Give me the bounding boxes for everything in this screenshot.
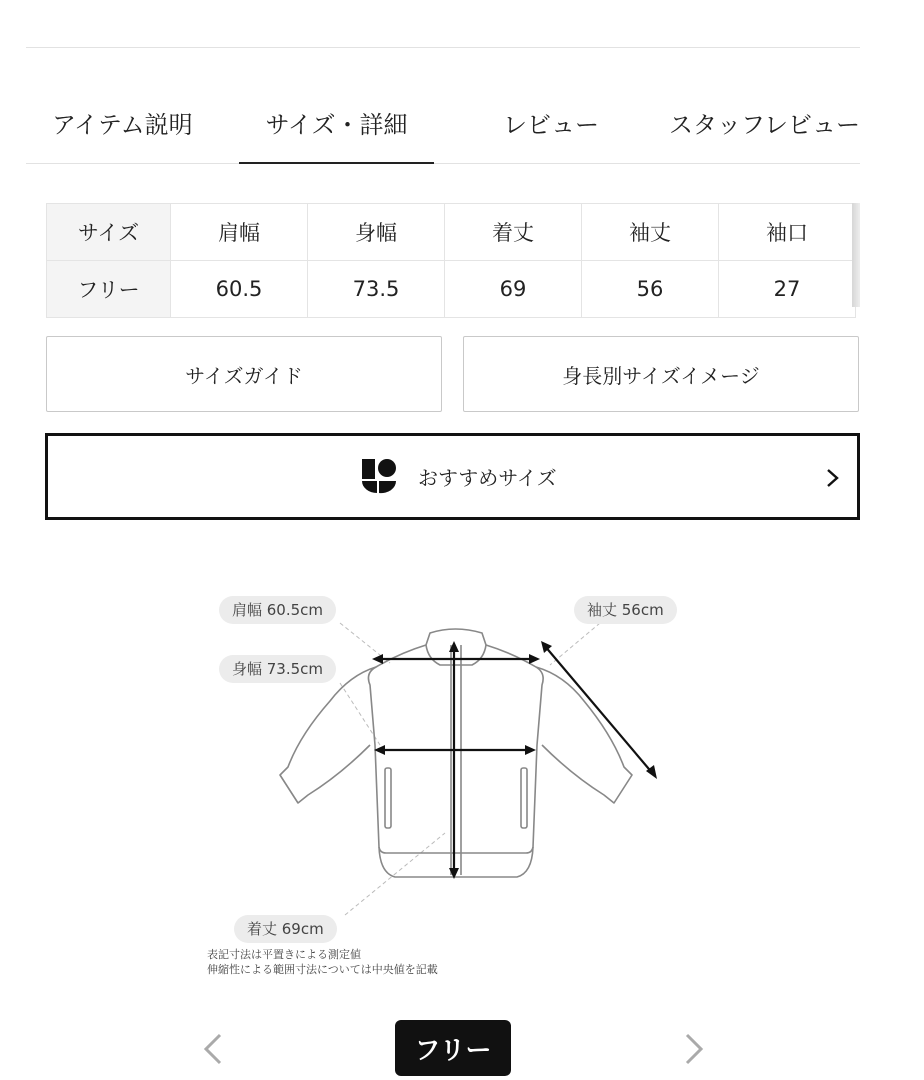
height-size-image-button[interactable]	[463, 336, 859, 412]
size-table-container[interactable]	[46, 203, 860, 319]
tab-size-details[interactable]: サイズ・詳細	[239, 92, 434, 164]
shoulder-width-label: 肩幅 60.5cm	[219, 596, 336, 624]
body-length-label: 着丈 69cm	[234, 915, 337, 943]
table-row	[47, 261, 856, 318]
tab-staff-reviews[interactable]: スタッフレビュー	[668, 111, 860, 139]
size-guide-label: サイズガイド	[185, 363, 303, 388]
table-header-cell: 身幅	[308, 204, 445, 261]
table-row-label: フリー	[47, 261, 171, 318]
chevron-right-icon[interactable]	[681, 1030, 707, 1068]
tab-bar	[26, 92, 860, 164]
table-header-row	[47, 204, 856, 261]
table-cell: 60.5	[171, 261, 308, 318]
table-header-cell: 肩幅	[171, 204, 308, 261]
selected-size-label: フリー	[414, 1035, 492, 1066]
scroll-shadow	[852, 203, 860, 307]
measurement-note	[207, 947, 438, 977]
brand-logo-icon	[360, 457, 398, 495]
size-guide-button[interactable]	[46, 336, 442, 412]
chevron-left-icon[interactable]	[200, 1030, 226, 1068]
tab-reviews[interactable]: レビュー	[503, 111, 599, 139]
table-header-cell: 袖口	[719, 204, 856, 261]
chevron-right-icon	[823, 462, 843, 494]
table-header-cell: 着丈	[445, 204, 582, 261]
height-size-image-label: 身長別サイズイメージ	[562, 363, 760, 388]
tab-item-description[interactable]: アイテム説明	[52, 111, 193, 139]
note-line: 表記寸法は平置きによる測定値	[207, 948, 361, 961]
table-cell: 69	[445, 261, 582, 318]
table-cell: 27	[719, 261, 856, 318]
table-header-cell: 袖丈	[582, 204, 719, 261]
selected-size-chip[interactable]	[395, 1020, 511, 1076]
divider	[26, 47, 860, 48]
body-width-label: 身幅 73.5cm	[219, 655, 336, 683]
table-cell: 56	[582, 261, 719, 318]
table-cell: 73.5	[308, 261, 445, 318]
size-diagram	[180, 585, 740, 985]
table-header-cell: サイズ	[47, 204, 171, 261]
recommended-size-label: おすすめサイズ	[418, 465, 557, 490]
size-table	[46, 203, 856, 318]
note-line: 伸縮性による範囲寸法については中央値を記載	[207, 963, 438, 976]
recommended-size-button[interactable]	[45, 433, 860, 520]
sleeve-length-label: 袖丈 56cm	[574, 596, 677, 624]
